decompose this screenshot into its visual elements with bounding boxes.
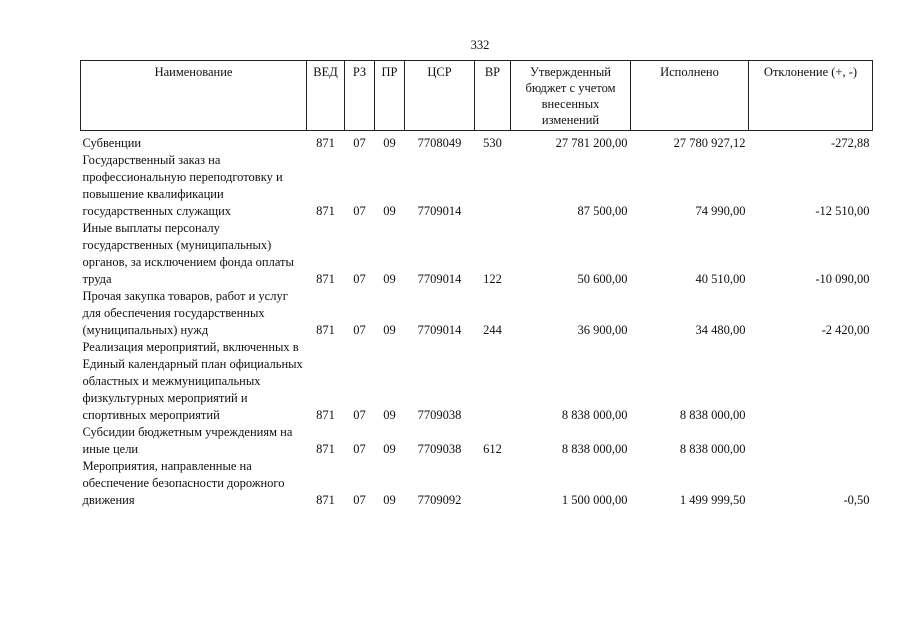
row-pr: 09	[383, 204, 396, 218]
header-approved: Утвержденный бюджет с учетом внесенных изменений	[511, 61, 631, 131]
row-vr	[475, 152, 511, 220]
row-csr: 7708049	[417, 136, 462, 150]
table-header-row	[81, 61, 873, 131]
row-csr: 7709038	[417, 408, 462, 422]
row-vr: 122	[483, 272, 502, 286]
row-rz: 07	[353, 323, 366, 337]
row-executed: 8 838 000,00	[679, 442, 746, 456]
row-ved: 871	[316, 136, 335, 150]
row-name: Субсидии бюджетным учреждениям на иные цели	[82, 425, 293, 456]
row-ved: 871	[316, 323, 335, 337]
header-csr: ЦСР	[405, 61, 475, 131]
row-rz: 07	[353, 136, 366, 150]
row-pr: 09	[383, 323, 396, 337]
row-vr: 244	[483, 323, 502, 337]
row-ved: 871	[316, 442, 335, 456]
row-pr: 09	[383, 493, 396, 507]
table-row	[81, 220, 873, 288]
row-csr: 7709092	[417, 493, 462, 507]
row-pr: 09	[383, 136, 396, 150]
row-executed: 8 838 000,00	[679, 408, 746, 422]
row-name: Мероприятия, направленные на обеспечение безопасности дорожного движения	[82, 459, 285, 507]
header-executed: Исполнено	[631, 61, 749, 131]
row-pr: 09	[383, 272, 396, 286]
row-deviation: -12 510,00	[815, 204, 870, 218]
row-approved: 8 838 000,00	[561, 408, 628, 422]
row-approved: 8 838 000,00	[561, 442, 628, 456]
row-executed: 74 990,00	[695, 204, 746, 218]
row-rz: 07	[353, 272, 366, 286]
row-executed: 34 480,00	[695, 323, 746, 337]
table-row	[81, 339, 873, 424]
table-row	[81, 152, 873, 220]
row-csr: 7709014	[417, 323, 462, 337]
row-executed: 27 780 927,12	[673, 136, 746, 150]
row-deviation: -2 420,00	[821, 323, 870, 337]
row-pr: 09	[383, 408, 396, 422]
table-row	[81, 131, 873, 153]
row-csr: 7709014	[417, 272, 462, 286]
row-ved: 871	[316, 493, 335, 507]
header-name: Наименование	[81, 61, 307, 131]
row-vr	[475, 458, 511, 509]
page-number: 332	[470, 38, 490, 52]
row-vr	[475, 339, 511, 424]
row-name: Прочая закупка товаров, работ и услуг для обеспечения государственных (муниципальных) нужд	[82, 289, 288, 337]
table-row	[81, 458, 873, 509]
row-rz: 07	[353, 442, 366, 456]
row-name: Реализация мероприятий, включенных в Единый календарный план официальных областных и межмуниципальных физкультурных мероприятий и спортивных мероприятий	[82, 340, 303, 422]
row-vr: 612	[483, 442, 502, 456]
header-ved: ВЕД	[307, 61, 345, 131]
row-name: Государственный заказ на профессиональную переподготовку и повышение квалификации государственных служащих	[82, 153, 283, 218]
row-rz: 07	[353, 493, 366, 507]
row-deviation: -0,50	[843, 493, 870, 507]
row-ved: 871	[316, 408, 335, 422]
row-approved: 36 900,00	[577, 323, 628, 337]
row-executed: 1 499 999,50	[679, 493, 746, 507]
row-csr: 7709014	[417, 204, 462, 218]
row-approved: 27 781 200,00	[555, 136, 628, 150]
row-executed: 40 510,00	[695, 272, 746, 286]
row-name: Субвенции	[82, 136, 142, 150]
row-pr: 09	[383, 442, 396, 456]
header-vr: ВР	[475, 61, 511, 131]
row-rz: 07	[353, 408, 366, 422]
row-approved: 50 600,00	[577, 272, 628, 286]
header-rz: РЗ	[345, 61, 375, 131]
row-rz: 07	[353, 204, 366, 218]
row-csr: 7709038	[417, 442, 462, 456]
row-ved: 871	[316, 272, 335, 286]
row-deviation: -10 090,00	[815, 272, 870, 286]
table-row	[81, 424, 873, 458]
row-deviation: -272,88	[830, 136, 870, 150]
row-deviation	[749, 339, 873, 424]
row-name: Иные выплаты персоналу государственных (муниципальных) органов, за исключением фонда оплаты труда	[82, 221, 294, 286]
row-vr: 530	[483, 136, 502, 150]
budget-table	[80, 60, 873, 509]
header-pr: ПР	[375, 61, 405, 131]
table-row	[81, 288, 873, 339]
header-deviation: Отклонение (+, -)	[749, 61, 873, 131]
row-ved: 871	[316, 204, 335, 218]
row-approved: 87 500,00	[577, 204, 628, 218]
row-deviation	[749, 424, 873, 458]
row-approved: 1 500 000,00	[561, 493, 628, 507]
